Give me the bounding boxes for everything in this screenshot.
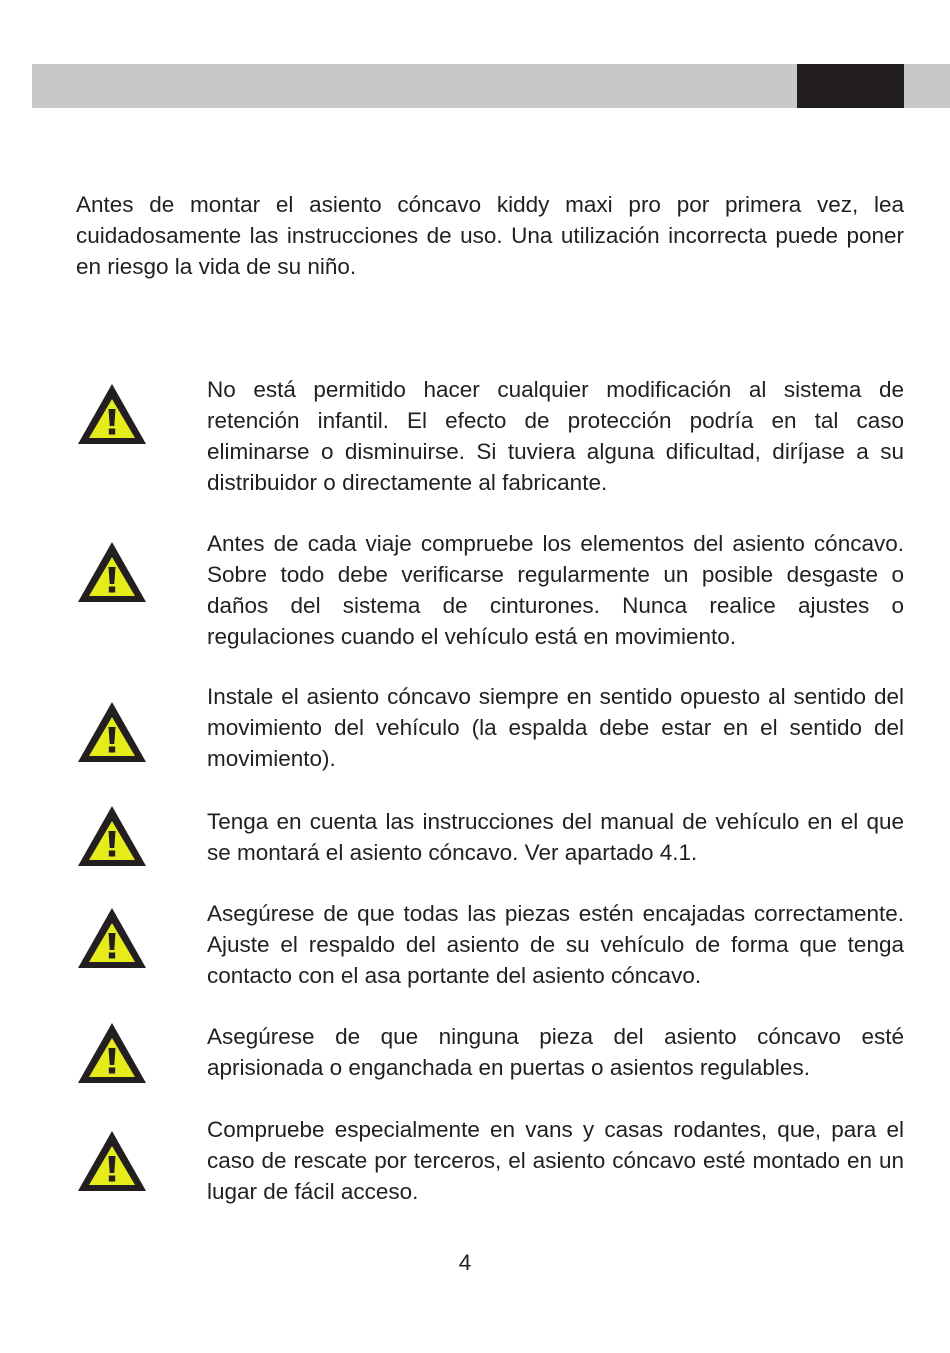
warning-text-3: Instale el asiento cóncavo siempre en sentido opuesto al sentido del movimiento del vehículo (la espalda debe estar en el sentido del movimiento).	[207, 684, 904, 771]
warning-text-1: No está permitido hacer cualquier modificación al sistema de retención infantil. El efecto de protección podría en tal caso eliminarse o disminuirse. Si tuviera alguna dificultad, diríjase a su distribuidor o directamente al fabricante.	[207, 377, 904, 495]
header-tab-block	[797, 64, 904, 108]
warning-triangle-icon	[76, 1021, 148, 1085]
warning-text-6: Asegúrese de que ninguna pieza del asiento cóncavo esté aprisionada o enganchada en puertas o asientos regulables.	[207, 1024, 904, 1080]
warning-text-4: Tenga en cuenta las instrucciones del manual de vehículo en el que se montará el asiento cóncavo. Ver apartado 4.1.	[207, 809, 904, 865]
warning-text-2: Antes de cada viaje compruebe los elementos del asiento cóncavo. Sobre todo debe verificarse regularmente un posible desgaste o daños del sistema de cinturones. Nunca realice ajustes o regulaciones cuando el vehículo está en movimiento.	[207, 531, 904, 649]
warning-triangle-icon	[76, 540, 148, 604]
warning-text-7: Compruebe especialmente en vans y casas rodantes, que, para el caso de rescate por terceros, el asiento cóncavo esté montado en un lugar de fácil acceso.	[207, 1117, 904, 1204]
warning-triangle-icon	[76, 906, 148, 970]
page-number: 4	[458, 1250, 472, 1275]
warning-triangle-icon	[76, 700, 148, 764]
warning-triangle-icon	[76, 382, 148, 446]
warning-triangle-icon	[76, 804, 148, 868]
intro-paragraph: Antes de montar el asiento cóncavo kiddy maxi pro por primera vez, lea cuidadosamente las instrucciones de uso. Una utilización incorrecta puede poner en riesgo la vida de su niño.	[76, 192, 904, 279]
warning-text-5: Asegúrese de que todas las piezas estén encajadas correctamente. Ajuste el respaldo del asiento de su vehículo de forma que tenga contacto con el asa portante del asiento cóncavo.	[207, 901, 904, 988]
warning-triangle-icon	[76, 1129, 148, 1193]
